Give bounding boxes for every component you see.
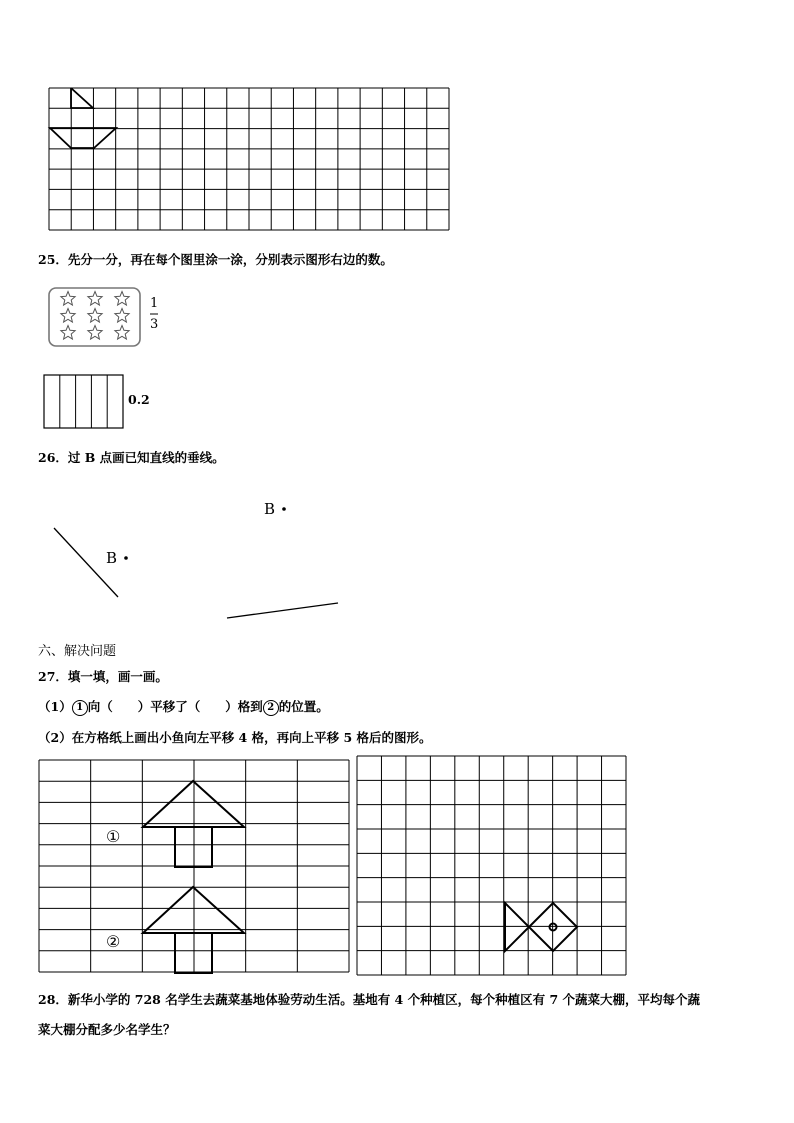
label-shape-1: ① — [106, 827, 121, 846]
fish-shape — [505, 903, 577, 951]
section-title: 六、解决问题 — [38, 644, 117, 659]
fraction-denominator: 3 — [150, 317, 159, 332]
q28-line2: 菜大棚分配多少名学生？ — [38, 1022, 176, 1037]
q28-line1: 28．新华小学的 728 名学生去蔬菜基地体验劳动生活。基地有 4 个种植区，每个种植区有 7 个蔬菜大棚，平均每个蔬 — [38, 992, 700, 1007]
circle-1-icon: 1 — [72, 700, 88, 716]
fraction-numerator: 1 — [150, 296, 159, 311]
label-shape-2: ② — [106, 932, 121, 951]
decimal-label: 0.2 — [128, 392, 150, 407]
point-b-lower: B — [106, 549, 118, 567]
q25-text: 25．先分一分，再在每个图里涂一涂，分别表示图形右边的数。 — [38, 252, 393, 267]
circle-2-icon: 2 — [263, 700, 279, 716]
q27-part2: （2）在方格纸上画出小鱼向左平移 4 格，再向上平移 5 格后的图形。 — [38, 730, 432, 745]
q27-part1-suffix: 的位置。 — [278, 699, 329, 714]
q27-part1-middle: 向（ ）平移了（ ）格到 — [87, 699, 263, 714]
point-b-upper: B — [264, 500, 276, 518]
q27-text: 27．填一填，画一画。 — [38, 669, 168, 684]
q27-part1-prefix: （1） — [38, 699, 72, 714]
q26-text: 26．过 B 点画已知直线的垂线。 — [38, 450, 225, 465]
